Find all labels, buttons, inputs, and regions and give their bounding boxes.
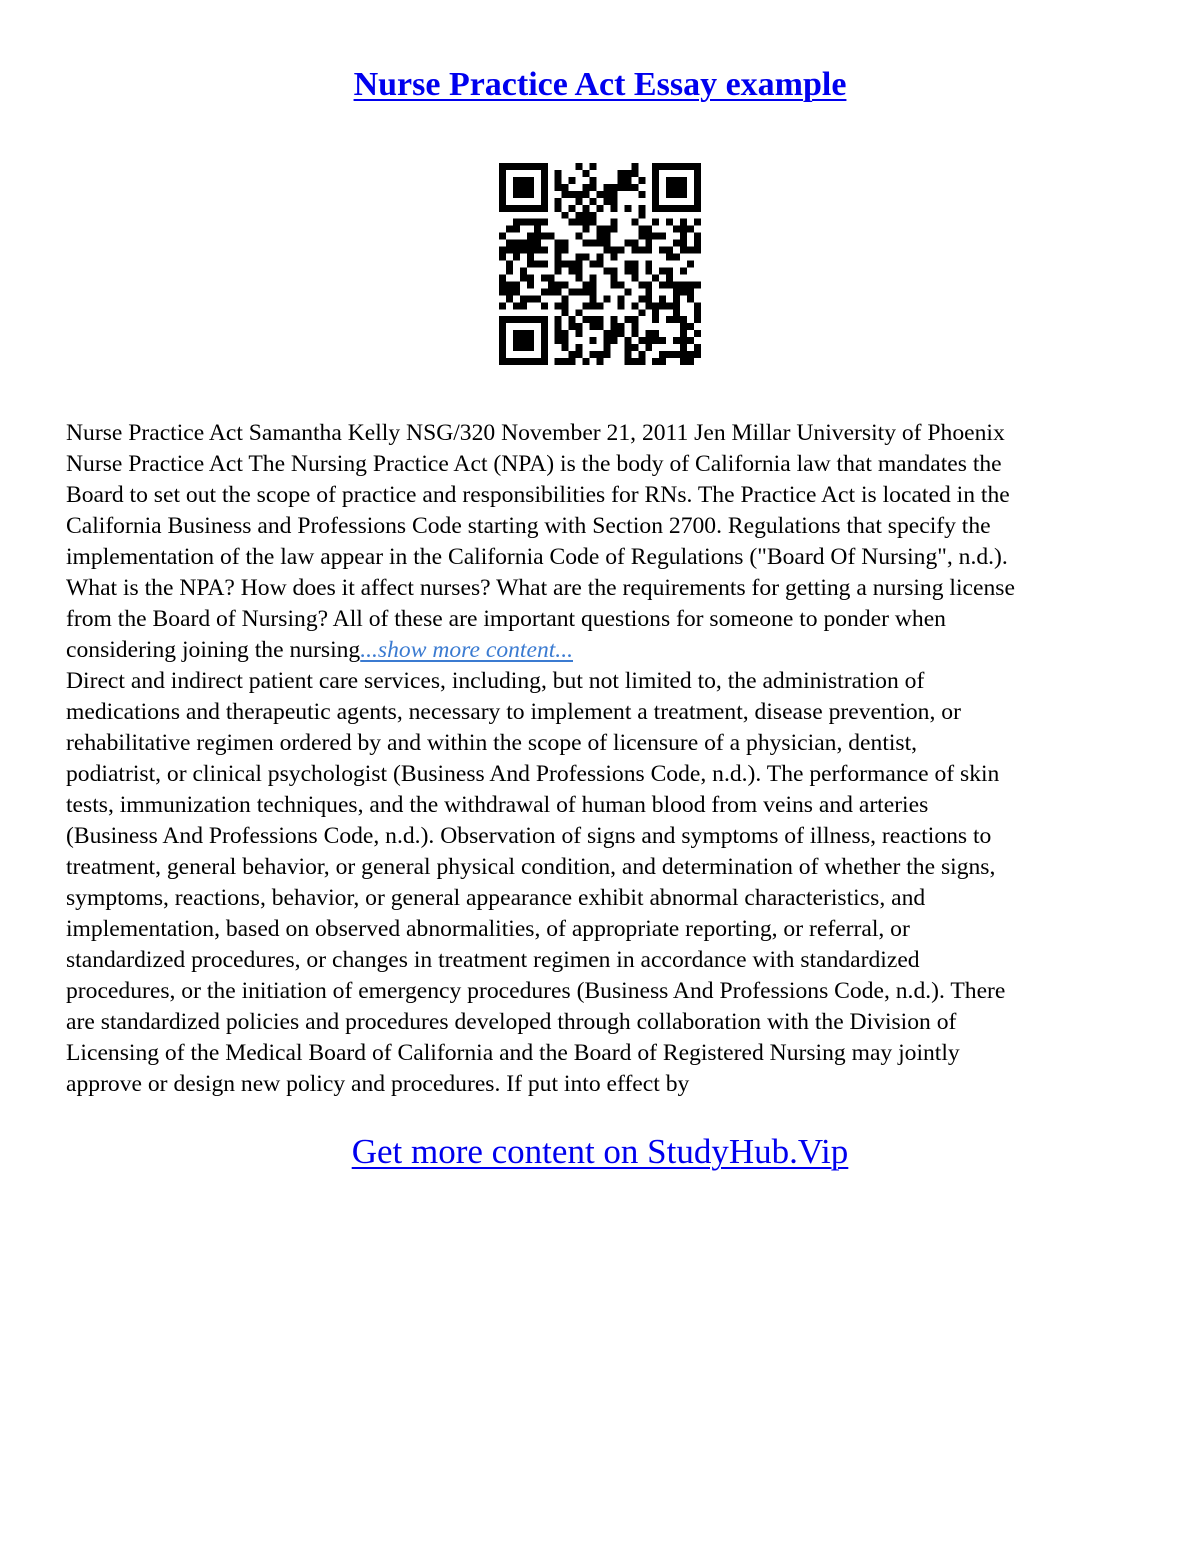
studyhub-link[interactable]: Get more content on StudyHub.Vip [351, 1132, 849, 1171]
essay-paragraph-2: Direct and indirect patient care services, including, but not limited to, the administration of medications and therapeutic agents, necessary to implement a treatment, disease prevention, or rehabilitative regimen ordered by and within the scope of licensure of a physician, dentist, podiatrist, or clinical psychologist (Business And Professions Code, n.d.). The performance of skin tests, immunization techniques, and the withdrawal of human blood from veins and arteries (Business And Professions Code, n.d.). Observation of signs and symptoms of illness, reactions to treatment, general behavior, or general physical condition, and determination of whether the signs, symptoms, reactions, behavior, or general appearance exhibit abnormal characteristics, and implementation, based on observed abnormalities, of appropriate reporting, or referral, or standardized procedures, or changes in treatment regimen in accordance with standardized procedures, or the initiation of emergency procedures (Business And Professions Code, n.d.). There are standardized policies and procedures developed through collaboration with the Division of Licensing of the Medical Board of California and the Board of Registered Nursing may jointly approve or design new policy and procedures. If put into effect by [66, 668, 1006, 1097]
essay-body [66, 418, 1141, 1100]
document-title-link[interactable]: Nurse Practice Act Essay example [353, 66, 847, 103]
show-more-link[interactable]: ...show more content... [360, 637, 573, 663]
essay-paragraph-1: Nurse Practice Act Samantha Kelly NSG/320 November 21, 2011 Jen Millar University of Phoenix Nurse Practice Act The Nursing Practice Act (NPA) is the body of California law that mandates the Board to set out the scope of practice and responsibilities for RNs. The Practice Act is located in the California Business and Professions Code starting with Section 2700. Regulations that specify the implementation of the law appear in the California Code of Regulations ("Board Of Nursing", n.d.). What is the NPA? How does it affect nurses? What are the requirements for getting a nursing license from the Board of Nursing? All of these are important questions for someone to ponder when considering joining the nursing [66, 420, 1015, 663]
qr-code-icon [499, 163, 701, 365]
